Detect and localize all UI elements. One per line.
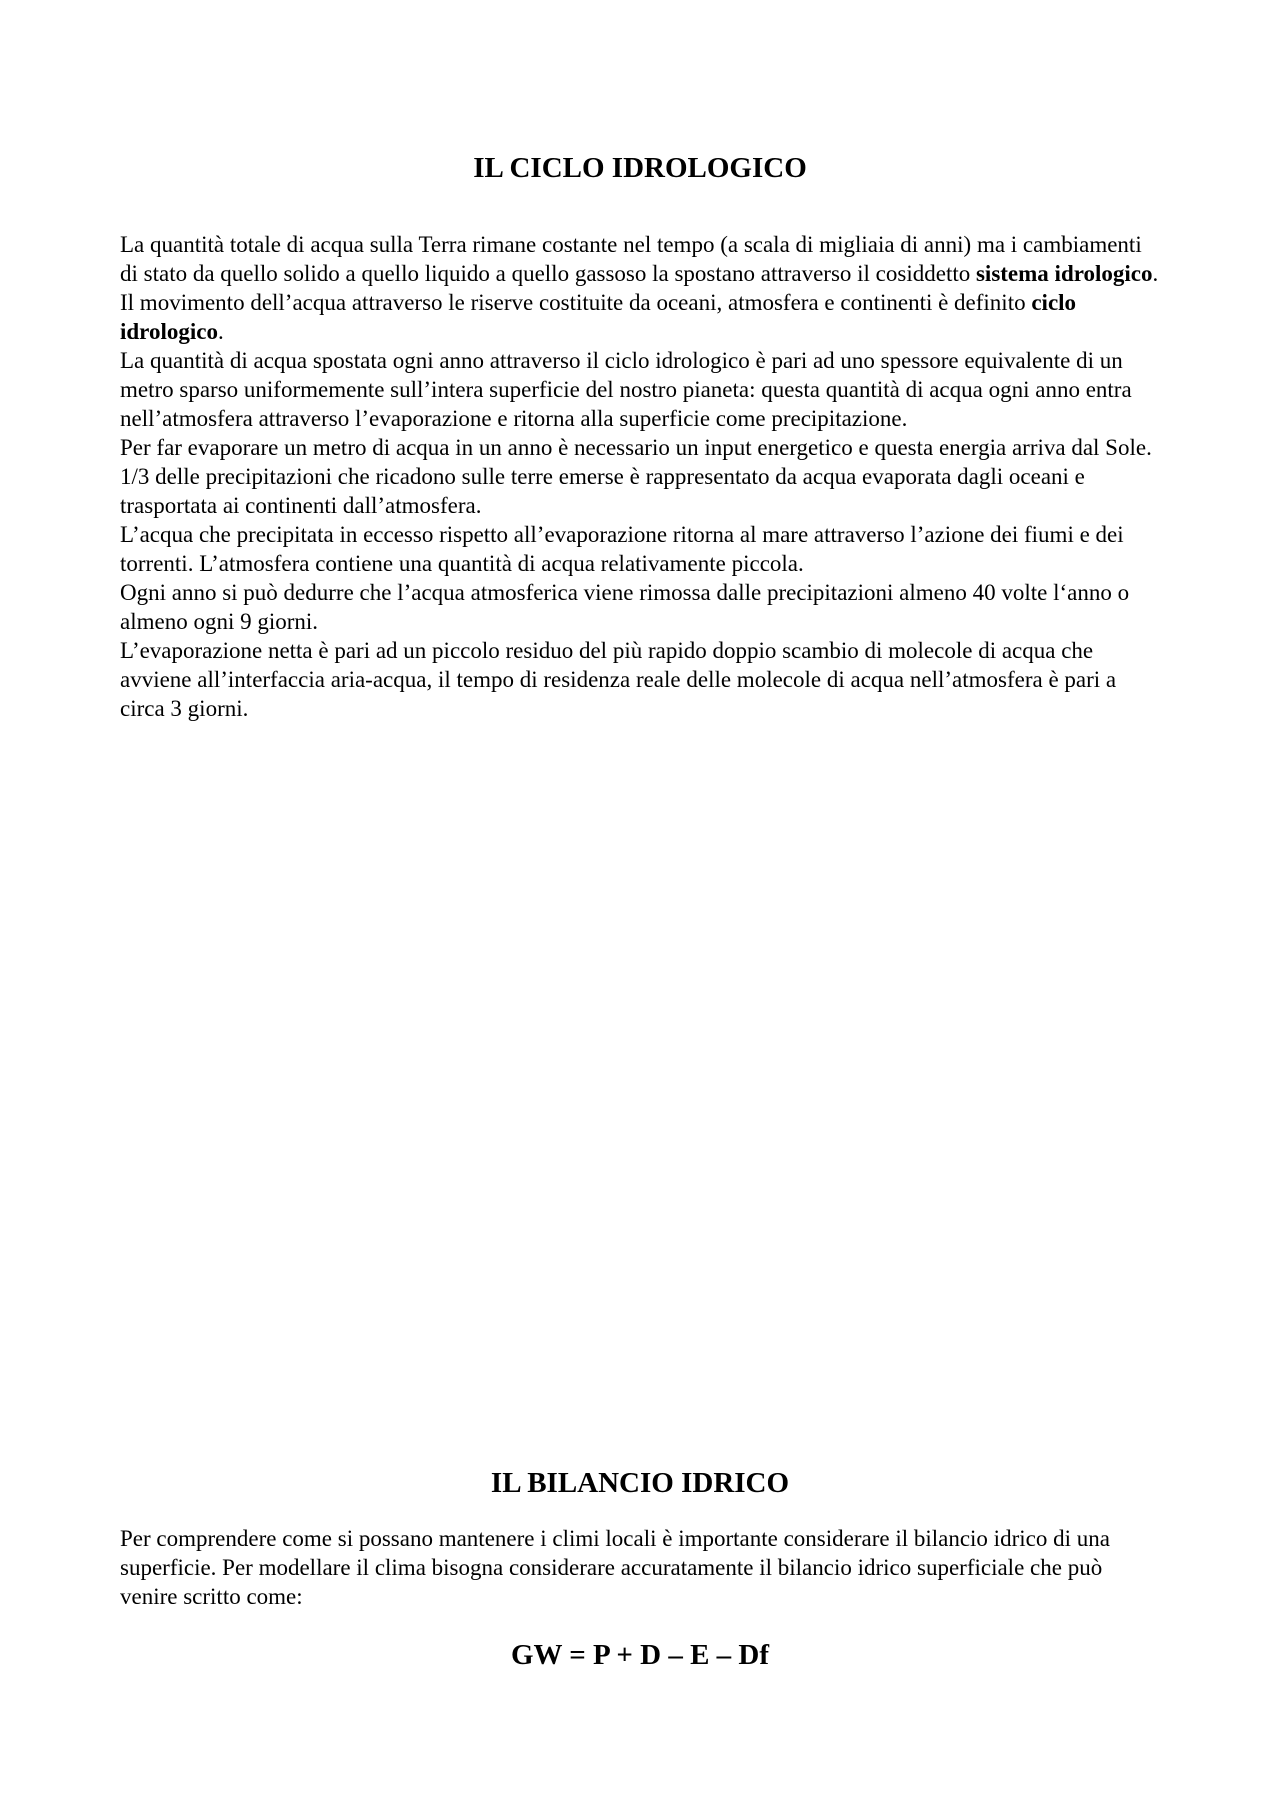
paragraph: La quantità di acqua spostata ogni anno attraverso il ciclo idrologico è pari ad uno spessore equivalente di un metro sparso uniformemente sull’intera superficie del nostro pianeta: questa quantità di acqua ogni anno entra nell’atmosfera attraverso l’evaporazione e ritorna alla superficie come precipitazione.: [120, 348, 1132, 431]
paragraph: L’acqua che precipitata in eccesso rispetto all’evaporazione ritorna al mare attraverso l’azione dei fiumi e dei torrenti. L’atmosfera contiene una quantità di acqua relativamente piccola.: [120, 522, 1124, 576]
paragraph-end: .: [217, 319, 224, 344]
paragraph: 1/3 delle precipitazioni che ricadono sulle terre emerse è rappresentato da acqua evaporata dagli oceani e trasportata ai continenti dall’atmosfera.: [120, 464, 1085, 518]
paragraph: Ogni anno si può dedurre che l’acqua atmosferica viene rimossa dalle precipitazioni almeno 40 volte l‘anno o almeno ogni 9 giorni.: [120, 580, 1130, 634]
paragraph-text: La quantità totale di acqua sulla Terra rimane costante nel tempo (a scala di migliaia di anni) ma i cambiamenti di stato da quello solido a quello liquido a quello gassoso la spostano attraverso il cosiddetto: [120, 232, 1142, 286]
section-body-ciclo-idrologico: [120, 230, 1162, 723]
paragraph-text: Il movimento dell’acqua attraverso le riserve costituite da oceani, atmosfera e continenti è definito: [120, 290, 1032, 315]
water-balance-formula: GW = P + D – E – Df: [510, 1639, 770, 1671]
bold-term: ciclo idrologico: [120, 290, 1077, 344]
paragraph: Per comprendere come si possano mantenere i climi locali è importante considerare il bilancio idrico di una superficie. Per modellare il clima bisogna considerare accuratamente il bilancio idrico superficiale che può venire scritto come:: [120, 1526, 1110, 1609]
bold-term: sistema idrologico: [975, 261, 1153, 286]
section-title-ciclo-idrologico: IL CICLO IDROLOGICO: [473, 152, 807, 184]
section-title-bilancio-idrico: IL BILANCIO IDRICO: [490, 1467, 790, 1499]
paragraph: L’evaporazione netta è pari ad un piccolo residuo del più rapido doppio scambio di molecole di acqua che avviene all’interfaccia aria-acqua, il tempo di residenza reale delle molecole di acqua nell’atmosfera è pari a circa 3 giorni.: [120, 638, 1117, 721]
paragraph: Per far evaporare un metro di acqua in un anno è necessario un input energetico e questa energia arriva dal Sole.: [120, 435, 1152, 460]
paragraph: [120, 230, 1162, 288]
section-body-bilancio-idrico: [120, 1524, 1162, 1611]
paragraph-end: .: [1152, 261, 1159, 286]
paragraph: [120, 288, 1162, 346]
